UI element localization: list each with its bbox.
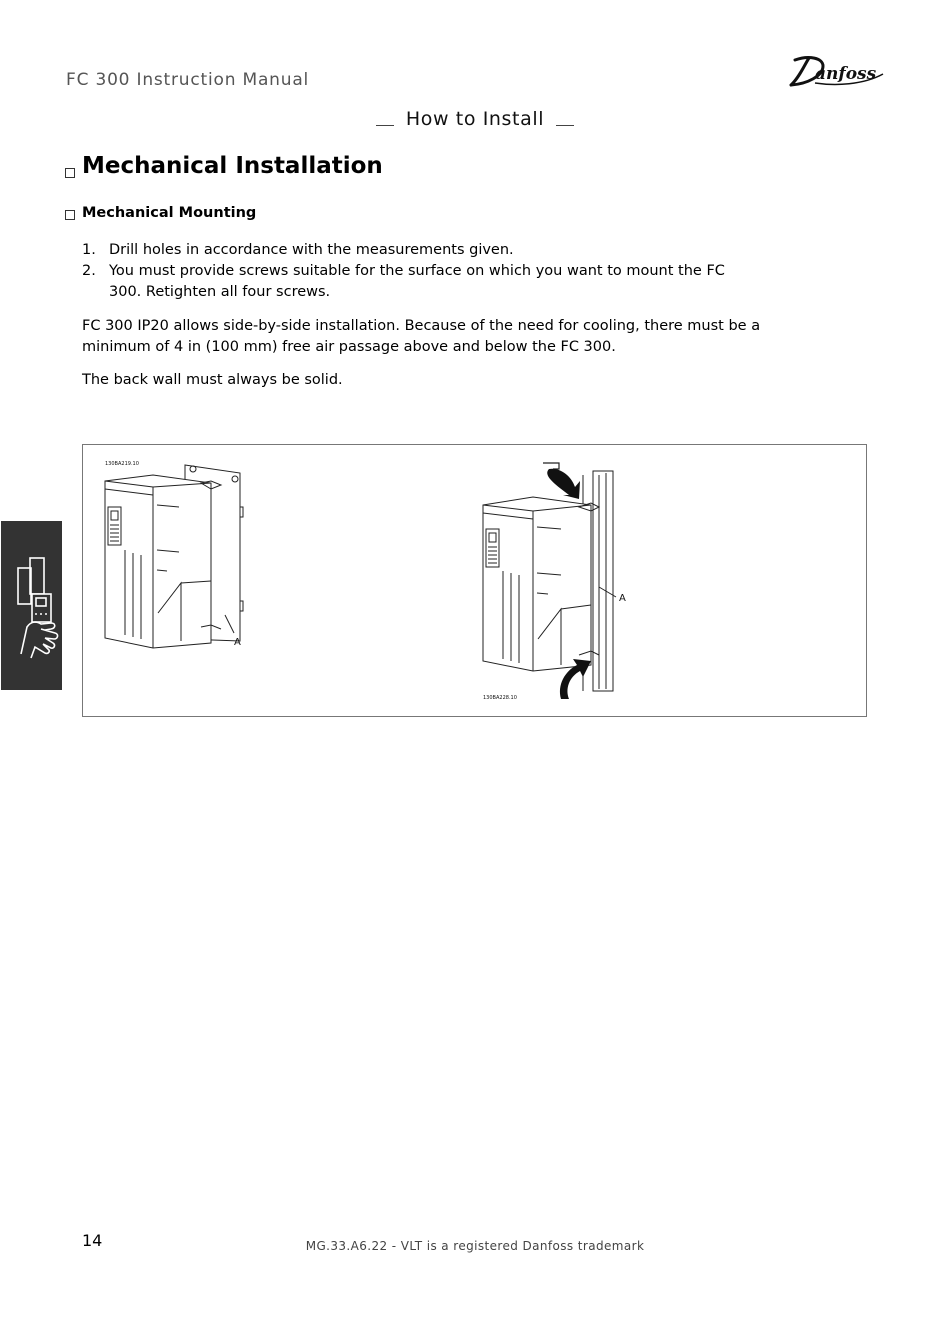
list-item bbox=[82, 240, 729, 261]
figure-code-left: 130BA219.10 bbox=[105, 461, 139, 467]
heading-bullet-icon bbox=[65, 168, 75, 178]
danfoss-logo bbox=[785, 52, 885, 92]
step-number: 1. bbox=[82, 242, 96, 258]
paragraph-back-wall: The back wall must always be solid. bbox=[82, 372, 343, 388]
section-header bbox=[0, 108, 950, 130]
mounting-figure bbox=[82, 444, 867, 717]
side-tab bbox=[1, 521, 62, 690]
install-hand-icon bbox=[1, 521, 62, 690]
paragraph-side-by-side: FC 300 IP20 allows side-by-side installation. Because of the need for cooling, there must be a minimum of 4 in (100 mm) free air passage above and below the FC 300. bbox=[82, 318, 761, 355]
header-dash-right bbox=[556, 125, 574, 126]
step-text: Drill holes in accordance with the measurements given. bbox=[109, 242, 514, 258]
manual-title: FC 300 Instruction Manual bbox=[66, 70, 310, 90]
figure-code-right: 130BA228.10 bbox=[483, 695, 517, 701]
steps-list bbox=[82, 240, 729, 302]
section-title: How to Install bbox=[405, 108, 545, 130]
label-a-left: A bbox=[234, 637, 241, 648]
header-dash-left bbox=[376, 125, 394, 126]
step-text: You must provide screws suitable for the surface on which you want to mount the FC 300. Retighten all four screws. bbox=[109, 262, 725, 300]
svg-text:anfoss: anfoss bbox=[815, 64, 877, 84]
step-number: 2. bbox=[82, 262, 96, 279]
label-a-right: A bbox=[619, 593, 626, 604]
list-item bbox=[82, 261, 729, 303]
page-number: 14 bbox=[82, 1231, 103, 1250]
subheading-bullet-icon bbox=[65, 210, 75, 220]
footer-text: MG.33.A6.22 - VLT is a registered Danfoss trademark bbox=[305, 1239, 645, 1253]
mounting-illustration bbox=[83, 445, 868, 718]
page-heading: Mechanical Installation bbox=[82, 153, 383, 179]
subheading: Mechanical Mounting bbox=[82, 205, 257, 221]
